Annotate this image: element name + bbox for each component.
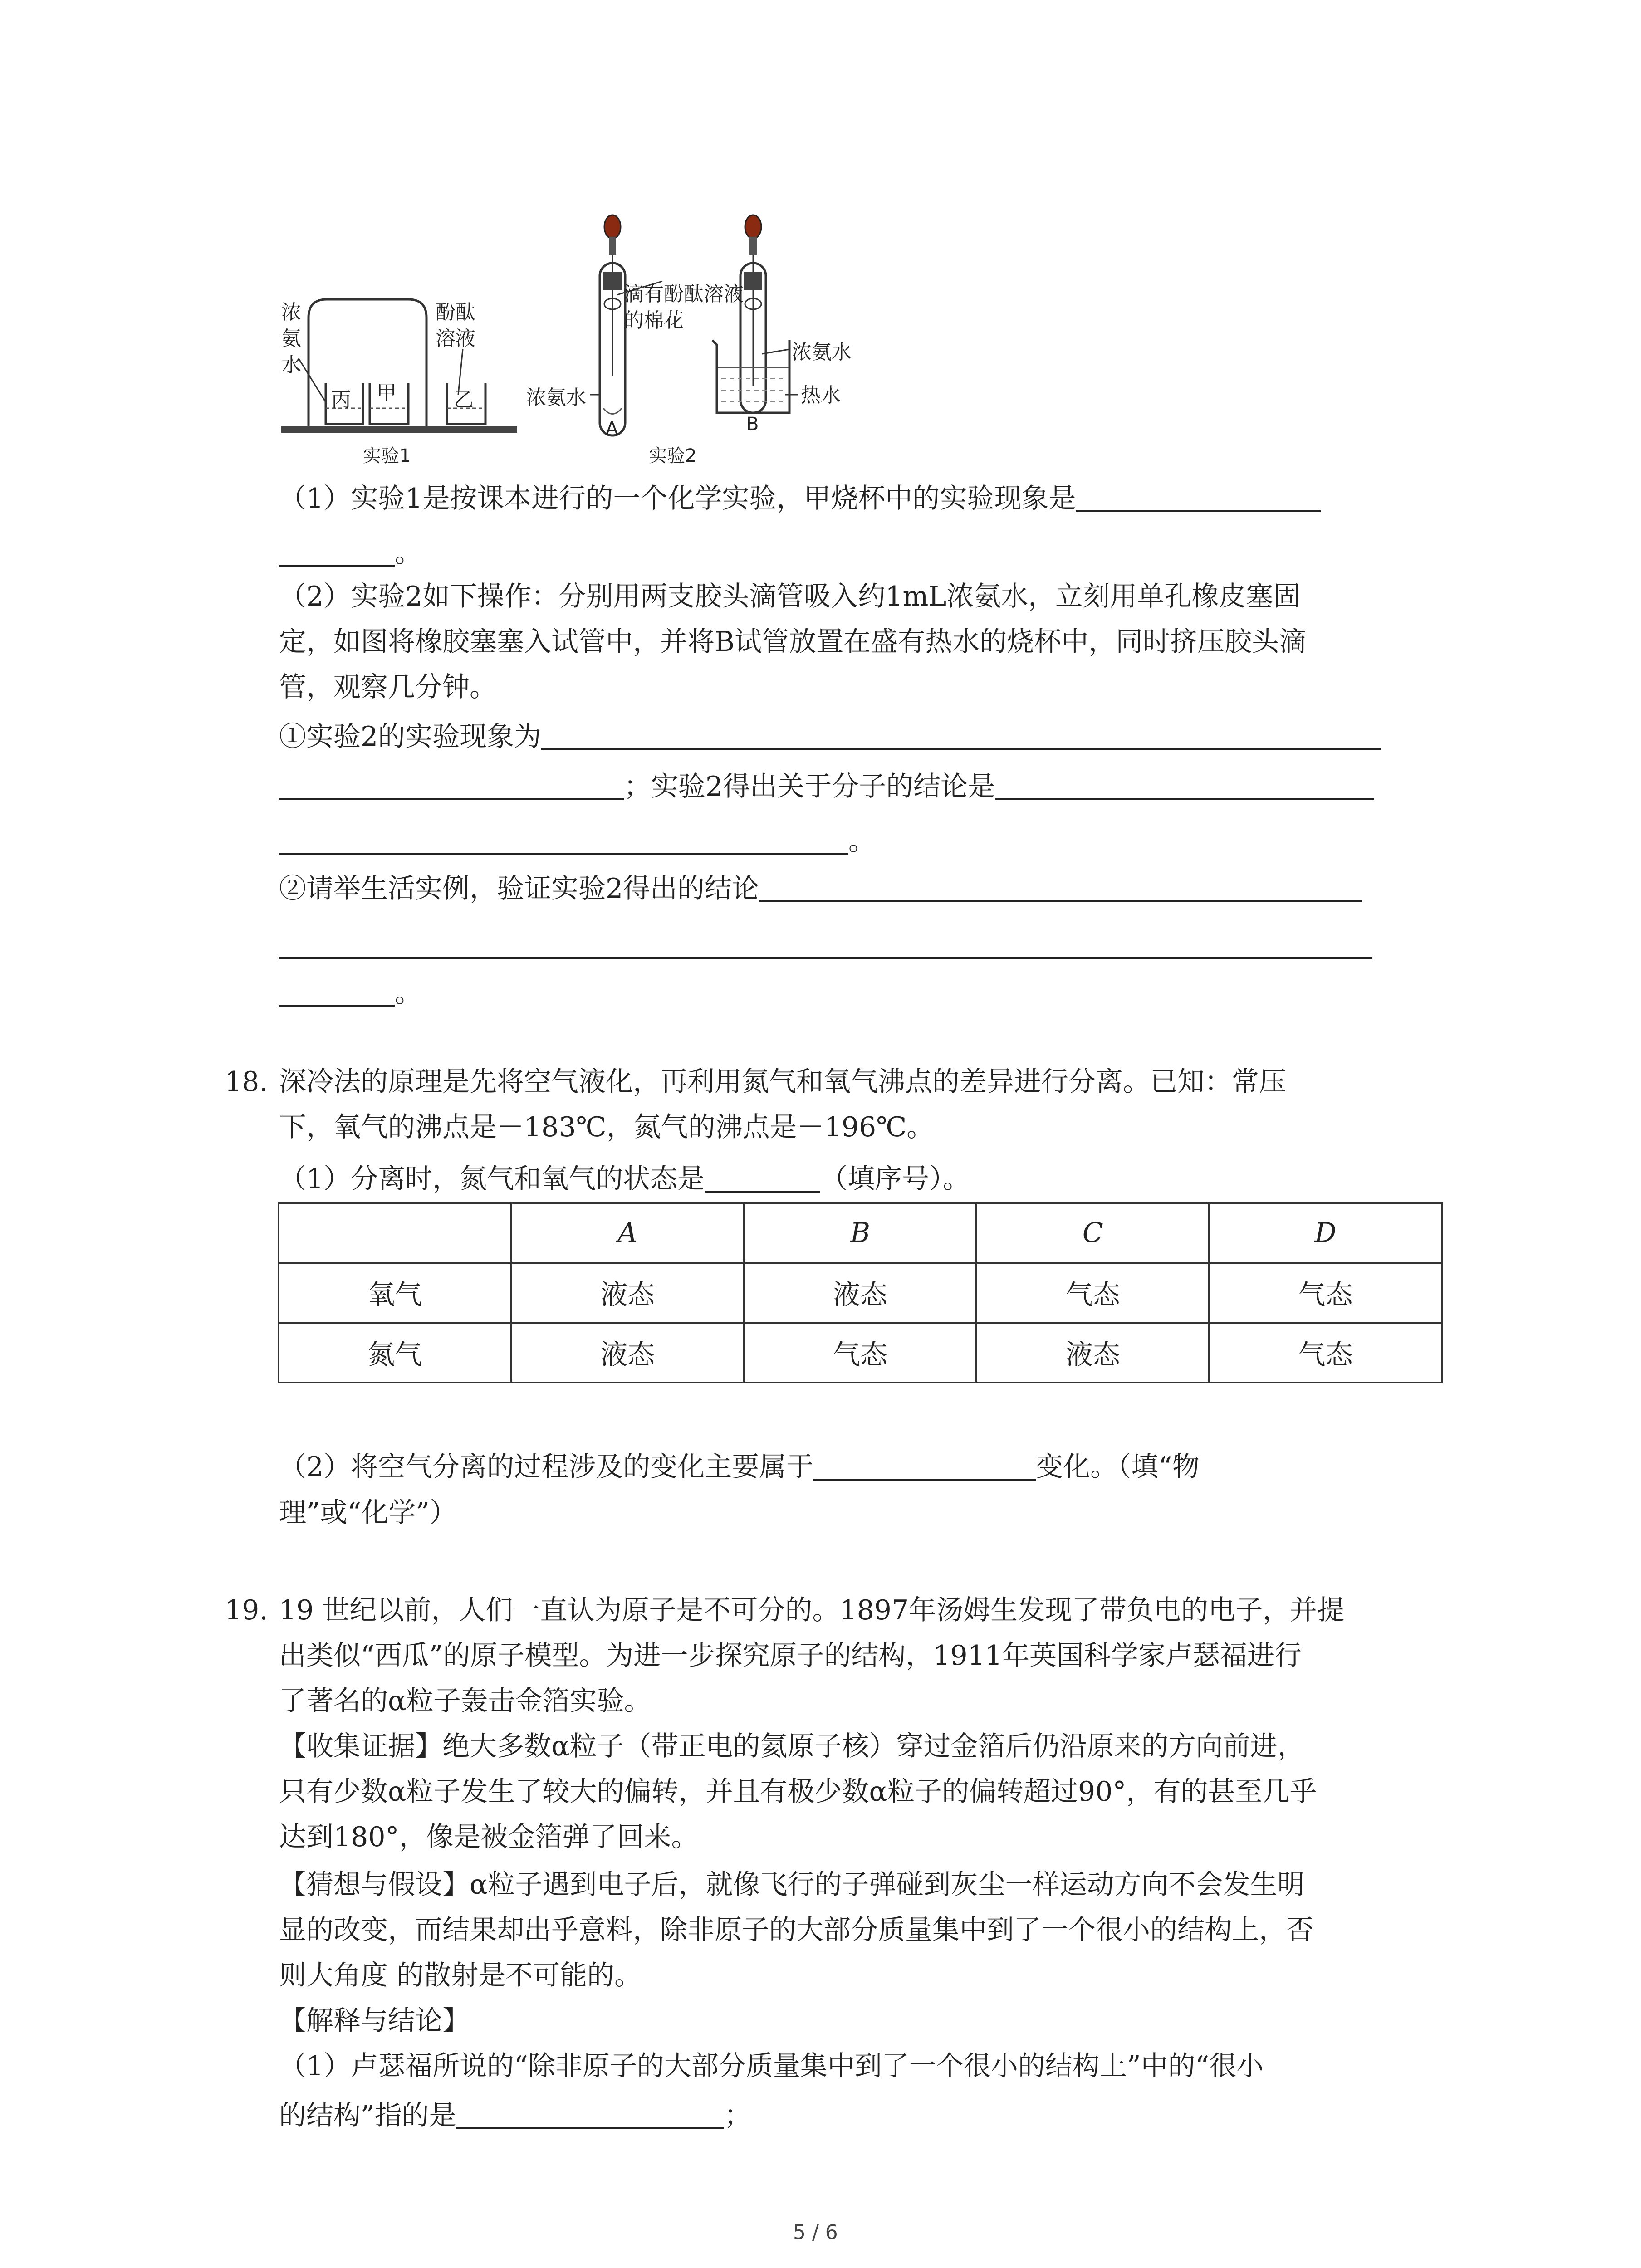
q18-part2: [279, 1452, 1200, 1481]
q19-line10: 【解释与结论】: [279, 2005, 470, 2037]
q18-number: 18.: [225, 1066, 268, 1098]
q18-part1: [279, 1163, 970, 1193]
q19-line7: 【猜想与假设】α粒子遇到电子后，就像飞行的子弹碰到灰尘一样运动方向不会发生明: [279, 1869, 1305, 1901]
table-cell: 液态: [511, 1263, 744, 1323]
q17-part1-blank[interactable]: [1076, 483, 1321, 512]
q19-line6: 达到180°，像是被金箔弹了回来。: [279, 1821, 699, 1853]
q18-part1-end: （填序号）。: [820, 1163, 970, 1195]
q17-sub1-end: 。: [848, 825, 876, 857]
q17-sub2-blank-a[interactable]: [759, 873, 1362, 902]
exp2-tube-a-label: A: [606, 418, 618, 439]
q19-number: 19.: [225, 1594, 268, 1626]
q17-sub1-blank-d[interactable]: [279, 826, 848, 855]
q17-sub1-cont: [279, 771, 1374, 800]
table-cell: 液态: [976, 1323, 1209, 1383]
exp2-label-hot-water: 热水: [801, 384, 841, 407]
q19-line9: 则大角度 的散射是不可能的。: [279, 1960, 642, 1991]
q17-part2-line2: 定，如图将橡胶塞塞入试管中，并将B试管放置在盛有热水的烧杯中，同时挤压胶头滴: [279, 626, 1307, 658]
table-cell: 液态: [744, 1263, 977, 1323]
table-header-cell: B: [744, 1203, 977, 1263]
exp1-label-ammonia: 浓氨水: [281, 301, 301, 376]
exp2-caption: 实验2: [649, 445, 697, 466]
q18-part2-text: （2）将空气分离的过程涉及的变化主要属于: [279, 1451, 814, 1483]
q18-line2: 下，氧气的沸点是－183℃，氮气的沸点是－196℃。: [279, 1111, 934, 1143]
exp1-beaker-c-label: 丙: [331, 388, 351, 411]
table-cell: 氮气: [279, 1323, 511, 1383]
q17-part1-text: （1）实验1是按课本进行的一个化学实验，甲烧杯中的实验现象是: [279, 483, 1076, 514]
q17-part1: [279, 483, 1321, 512]
table-header-row: [279, 1203, 1442, 1263]
table-row: [279, 1323, 1442, 1383]
table-cell: 氧气: [279, 1263, 511, 1323]
q19-line8: 显的改变，而结果却出乎意料，除非原子的大部分质量集中到了一个很小的结构上，否: [279, 1914, 1313, 1946]
q18-part2-end: 变化。（填“物: [1036, 1451, 1200, 1483]
q19-line12-end: ；: [724, 2100, 751, 2131]
q19-line12: [279, 2100, 751, 2129]
table-header-cell: D: [1209, 1203, 1442, 1263]
q17-sub1-blank-a[interactable]: [541, 721, 1381, 750]
q19-line4: 【收集证据】绝大多数α粒子（带正电的氦原子核）穿过金箔后仍沿原来的方向前进，: [279, 1730, 1305, 1762]
q17-sub2-text: ②请举生活实例，验证实验2得出的结论: [279, 873, 759, 904]
dropper-bulb-b: [745, 215, 761, 239]
q17-sub1-blank-c[interactable]: [995, 771, 1374, 800]
q19-line12-text: 的结构”指的是: [279, 2100, 456, 2131]
q17-part1-cont: [279, 538, 422, 567]
q19-line2: 出类似“西瓜”的原子模型。为进一步探究原子的结构，1911年英国科学家卢瑟福进行: [279, 1640, 1302, 1672]
q18-state-table: [278, 1202, 1443, 1383]
q18-part2-blank[interactable]: [813, 1452, 1036, 1481]
table-header-cell: [279, 1203, 511, 1263]
table-cell: 气态: [744, 1323, 977, 1383]
exp2-tube-b-label: B: [746, 414, 759, 435]
table-row: [279, 1263, 1442, 1323]
table-cell: 气态: [976, 1263, 1209, 1323]
q17-sub1-text: ①实验2的实验现象为: [279, 721, 542, 753]
table-cell: 液态: [511, 1323, 744, 1383]
q19-line3: 了著名的α粒子轰击金箔实验。: [279, 1685, 652, 1717]
page-number: 5 / 6: [793, 2221, 838, 2244]
q17-sub1-blank-b[interactable]: [279, 771, 624, 800]
q17-part2-line1: （2）实验2如下操作：分别用两支胶头滴管吸入约1mL浓氨水，立刻用单孔橡皮塞固: [279, 581, 1301, 612]
exp2-label-ammonia-left: 浓氨水: [526, 386, 586, 409]
table-header-cell: C: [976, 1203, 1209, 1263]
exp1-caption: 实验1: [363, 445, 411, 466]
exp1-label-phenolphthalein: 酚酞溶液: [436, 301, 475, 350]
exp1-beaker-b-label: 乙: [454, 388, 474, 411]
q17-sub2-end: 。: [395, 977, 422, 1009]
q17-sub2-cont: [279, 978, 422, 1007]
q17-part2-line3: 管，观察几分钟。: [279, 671, 497, 703]
q17-sub1-cont2: [279, 826, 876, 855]
q17-part1-end: 。: [395, 537, 422, 569]
q19-answer-blank[interactable]: [456, 2100, 724, 2129]
exp2-label-ammonia-right: 浓氨水: [792, 341, 852, 364]
q17-part1-blank-cont[interactable]: [279, 538, 395, 567]
q18-part1-text: （1）分离时，氮气和氧气的状态是: [279, 1163, 705, 1195]
base-plate: [281, 426, 517, 433]
q17-sub1: [279, 721, 1381, 753]
q18-line1: 深冷法的原理是先将空气液化，再利用氮气和氧气沸点的差异进行分离。已知：常压: [279, 1066, 1286, 1098]
q18-part1-blank[interactable]: [705, 1163, 820, 1193]
q17-sub1-mid: ；实验2得出关于分子的结论是: [624, 771, 995, 802]
exp1-beaker-a-label: 甲: [377, 381, 397, 405]
table-header-cell: A: [511, 1203, 744, 1263]
dropper-bulb-a: [604, 215, 621, 239]
q19-line11: （1）卢瑟福所说的“除非原子的大部分质量集中到了一个很小的结构上”中的“很小: [279, 2050, 1264, 2082]
table-cell: 气态: [1209, 1323, 1442, 1383]
exp2-label-cotton: 滴有酚酞溶液的棉花: [624, 283, 744, 332]
q17-sub2-blank-b[interactable]: [279, 957, 1372, 959]
q19-line1: 19 世纪以前，人们一直认为原子是不可分的。1897年汤姆生发现了带负电的电子，并提: [279, 1594, 1345, 1626]
q18-part2-line2: 理”或“化学”）: [279, 1497, 457, 1529]
q19-line5: 只有少数α粒子发生了较大的偏转，并且有极少数α粒子的偏转超过90°，有的甚至几乎: [279, 1776, 1317, 1808]
table-cell: 气态: [1209, 1263, 1442, 1323]
q17-sub2: [279, 873, 1362, 902]
q17-sub2-blank-c[interactable]: [279, 978, 395, 1007]
